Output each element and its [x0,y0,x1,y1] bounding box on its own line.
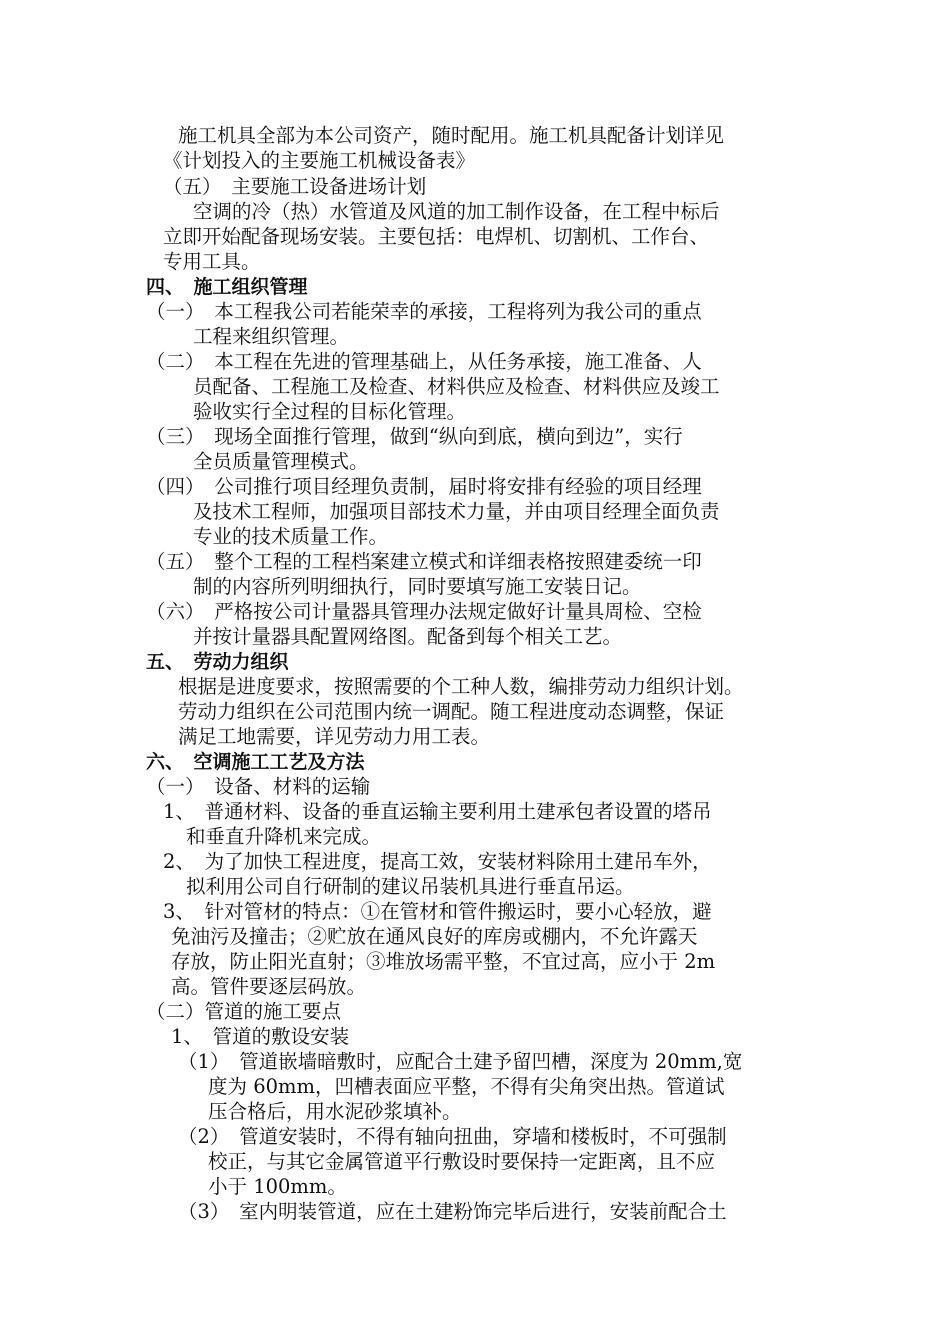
text-line: 存放，防止阳光直射；③堆放场需平整，不宜过高，应小于 2m [171,950,716,973]
subsection-heading: 1、 管道的敷设安装 [171,1025,350,1048]
text-line: （1） 管道嵌墙暗敷时，应配合土建予留凹槽，深度为 20mm,宽 [178,1050,743,1073]
text-line: （六） 严格按公司计量器具管理办法规定做好计量具周检、空检 [146,600,702,623]
text-line: 高。管件要逐层码放。 [171,975,367,998]
section-heading: （一） 设备、材料的运输 [146,775,371,798]
text-line: 专用工具。 [163,250,261,273]
text-line: 及技术工程师，加强项目部技术力量，并由项目经理全面负责 [193,500,720,523]
text-line: （2） 管道安装时，不得有轴向扭曲，穿墙和楼板时，不可强制 [178,1125,727,1148]
chapter-heading: 六、 空调施工工艺及方法 [146,751,365,773]
chapter-heading: 四、 施工组织管理 [146,276,308,298]
section-heading: （五） 主要施工设备进场计划 [163,175,427,198]
text-line: 满足工地需要，详见劳动力用工表。 [178,725,491,748]
text-line: 并按计量器具配置网络图。配备到每个相关工艺。 [193,625,623,648]
text-line: 拟利用公司自行研制的建议吊装机具进行垂直吊运。 [186,875,635,898]
text-line: 全员质量管理模式。 [193,450,369,473]
text-line: （一） 本工程我公司若能荣幸的承接，工程将列为我公司的重点 [146,300,702,323]
text-line: 施工机具全部为本公司资产，随时配用。施工机具配备计划详见 [178,124,725,147]
text-line: 校正，与其它金属管道平行敷设时要保持一定距离，且不应 [208,1150,716,1173]
text-line: 员配备、工程施工及检查、材料供应及检查、材料供应及竣工 [193,375,720,398]
text-line: 1、 普通材料、设备的垂直运输主要利用土建承包者设置的塔吊 [163,800,712,823]
text-line: 3、 针对管材的特点：①在管材和管件搬运时，要小心轻放，避 [163,900,712,923]
chapter-heading: 五、 劳动力组织 [146,651,289,673]
text-line: （3） 室内明装管道，应在土建粉饰完毕后进行，安装前配合土 [178,1200,727,1223]
text-line: （四） 公司推行项目经理负责制，届时将安排有经验的项目经理 [146,475,702,498]
text-line: 验收实行全过程的目标化管理。 [193,400,467,423]
text-line: 小于 100mm。 [208,1175,347,1198]
text-line: （二） 本工程在先进的管理基础上，从任务承接，施工准备、人 [146,350,702,373]
text-line: 《计划投入的主要施工机械设备表》 [163,149,476,172]
text-line: 度为 60mm，凹槽表面应平整，不得有尖角突出热。管道试 [208,1075,725,1098]
text-line: （三） 现场全面推行管理，做到“纵向到底，横向到边”，实行 [146,425,683,448]
section-heading: （二）管道的施工要点 [146,1000,342,1023]
text-line: 免油污及撞击；②贮放在通风良好的库房或棚内，不允许露天 [171,925,698,948]
text-line: 压合格后，用水泥砂浆填补。 [208,1100,462,1123]
text-line: 制的内容所列明细执行，同时要填写施工安装日记。 [193,575,642,598]
text-line: （五） 整个工程的工程档案建立模式和详细表格按照建委统一印 [146,550,702,573]
text-line: 劳动力组织在公司范围内统一调配。随工程进度动态调整，保证 [178,700,725,723]
text-line: 和垂直升降机来完成。 [186,825,382,848]
text-line: 空调的冷（热）水管道及风道的加工制作设备，在工程中标后 [193,200,720,223]
text-line: 立即开始配备现场安装。主要包括：电焊机、切割机、工作台、 [163,225,710,248]
text-line: 专业的技术质量工作。 [193,525,389,548]
text-line: 根据是进度要求，按照需要的个工种人数，编排劳动力组织计划。 [178,675,744,698]
text-line: 工程来组织管理。 [193,325,350,348]
text-line: 2、 为了加快工程进度，提高工效，安装材料除用土建吊车外， [163,850,712,873]
